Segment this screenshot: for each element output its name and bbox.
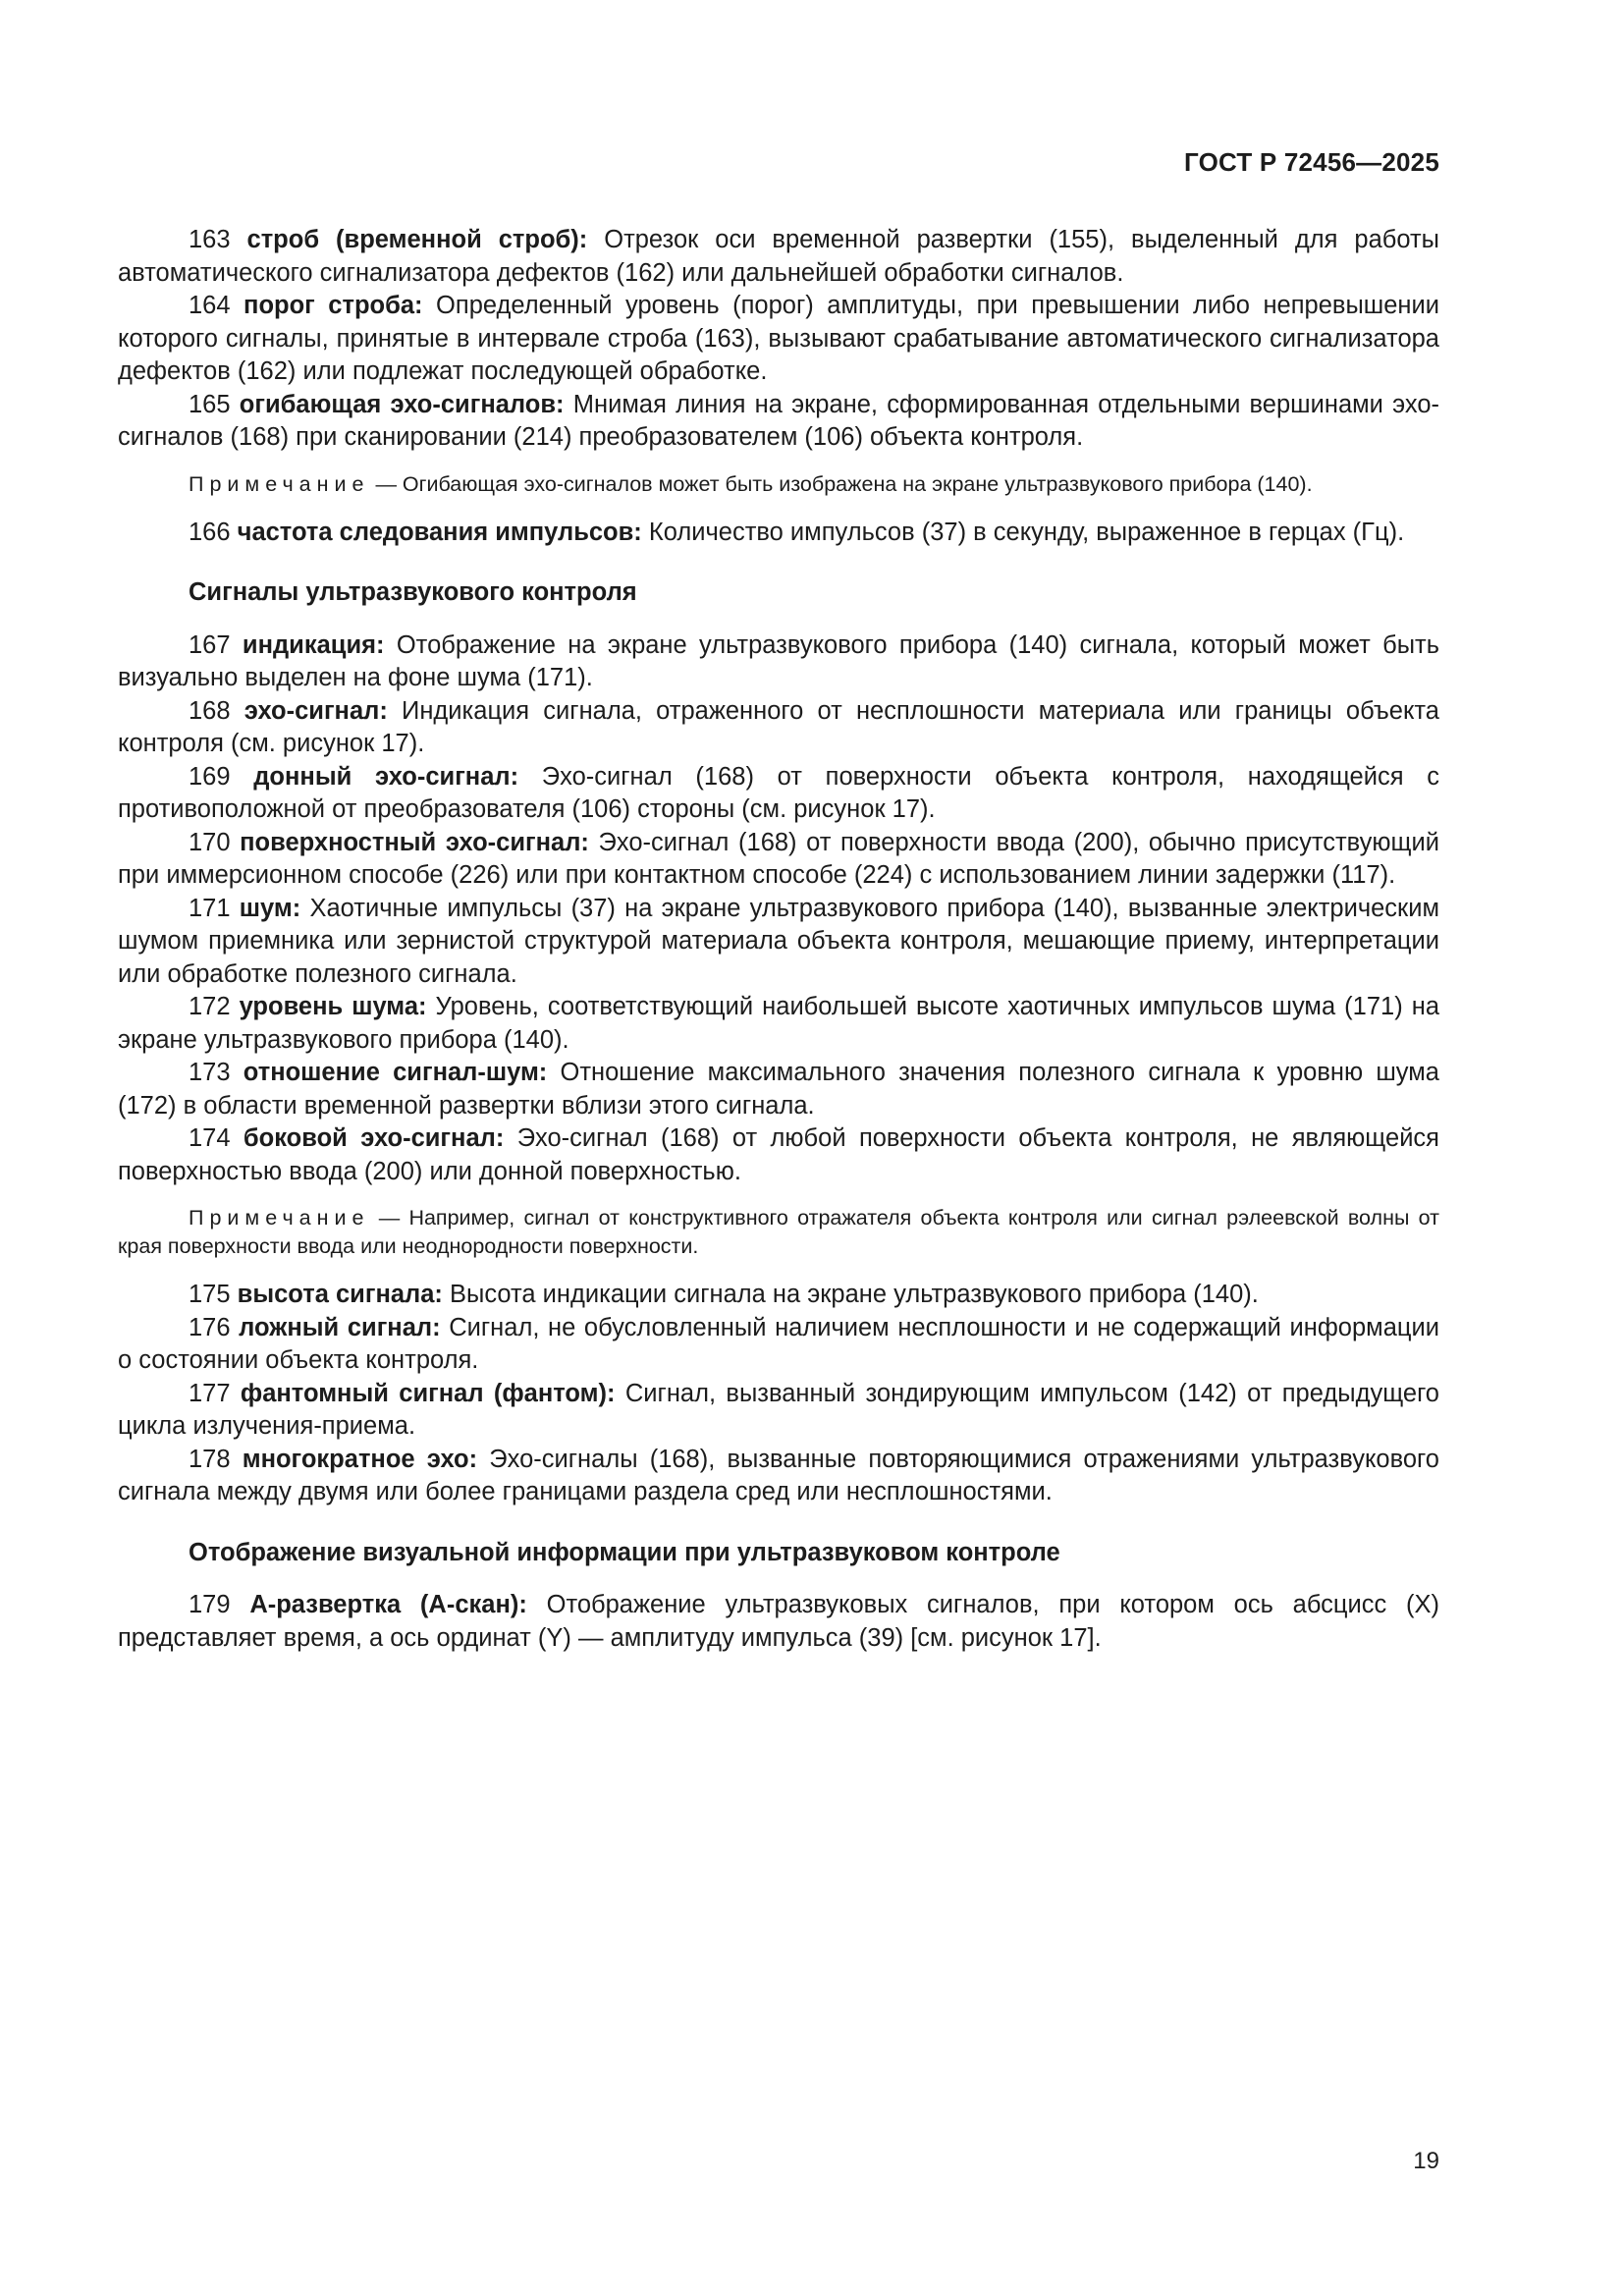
term-number: 176: [189, 1313, 231, 1341]
term-definition: Определенный уровень (порог) амплитуды, при превышении либо непревышении которого сигналы, принятые в интервале строба (163), вызывают срабатывание автоматического сигнализатора дефектов (162) или подлежат последующей обработке.: [118, 292, 1439, 385]
term-entry-167: [118, 629, 1439, 695]
term-number: 169: [189, 762, 231, 791]
term-title: частота следования импульсов:: [237, 518, 642, 546]
term-title: боковой эхо-сигнал:: [243, 1124, 505, 1152]
term-definition: Отношение максимального значения полезного сигнала к уровню шума (172) в области временной развертки вблизи этого сигнала.: [118, 1059, 1439, 1120]
term-title: высота сигнала:: [237, 1281, 443, 1308]
term-definition: Хаотичные импульсы (37) на экране ультразвукового прибора (140), вызванные электрическим шумом приемника или зернистой структурой материала объекта контроля, мешающие приему, интерпретации или обработке полезного сигнала.: [118, 894, 1439, 988]
section-heading: Сигналы ультразвукового контроля: [189, 578, 637, 606]
term-entry-168: [118, 695, 1439, 761]
term-entry-172: [118, 991, 1439, 1057]
term-title: поверхностный эхо-сигнал:: [240, 828, 589, 856]
note: [118, 1204, 1439, 1261]
term-title: донный эхо-сигнал:: [253, 762, 519, 791]
term-number: 178: [189, 1445, 231, 1473]
term-definition: Эхо-сигнал (168) от поверхности объекта контроля, находящейся с противоположной от преобразователя (106) стороны (см. рисунок 17).: [118, 762, 1439, 823]
term-entry-179: [118, 1589, 1439, 1655]
page-number: 19: [1413, 2148, 1439, 2174]
term-entry-165: [118, 389, 1439, 455]
term-definition: Сигнал, вызванный зондирующим импульсом (142) от предыдущего цикла излучения-приема.: [118, 1379, 1439, 1440]
term-number: 167: [189, 630, 231, 659]
term-entry-164: [118, 290, 1439, 389]
term-definition: Мнимая линия на экране, сформированная отдельными вершинами эхо-сигналов (168) при сканировании (214) преобразователем (106) объекта контроля.: [118, 390, 1440, 451]
term-entry-173: [118, 1057, 1439, 1122]
term-title: огибающая эхо-сигналов:: [239, 390, 565, 418]
note-label: Примечание: [189, 1206, 370, 1230]
term-entry-174: [118, 1122, 1439, 1188]
term-title: строб (временной строб):: [246, 226, 588, 253]
term-definition: Уровень, соответствующий наибольшей высоте хаотичных импульсов шума (171) на экране ультразвукового прибора (140).: [118, 993, 1439, 1054]
term-definition: Отрезок оси временной развертки (155), выделенный для работы автоматического сигнализатора дефектов (162) или дальнейшей обработки сигналов.: [118, 226, 1439, 287]
term-number: 173: [189, 1059, 231, 1086]
term-number: 165: [189, 390, 231, 418]
term-entry-163: [118, 224, 1439, 290]
term-number: 177: [189, 1379, 231, 1407]
document-body: [118, 224, 1439, 1655]
term-title: фантомный сигнал (фантом):: [240, 1379, 616, 1407]
term-title: порог строба:: [243, 292, 423, 319]
term-title: отношение сигнал-шум:: [243, 1059, 548, 1086]
section-heading: Отображение визуальной информации при ультразвуковом контроле: [189, 1538, 1060, 1566]
term-number: 170: [189, 828, 231, 856]
term-title: уровень шума:: [239, 993, 427, 1020]
note-text: — Огибающая эхо-сигналов может быть изображена на экране ультразвукового прибора (140).: [375, 471, 1313, 496]
term-title: эхо-сигнал:: [243, 696, 388, 725]
term-entry-178: [118, 1444, 1439, 1509]
term-entry-171: [118, 893, 1439, 992]
note: [118, 470, 1439, 499]
term-definition: Сигнал, не обусловленный наличием несплошности и не содержащий информации о состоянии объекта контроля.: [118, 1313, 1439, 1374]
term-entry-175: [118, 1279, 1439, 1312]
term-title: многократное эхо:: [242, 1445, 478, 1473]
note-text: — Например, сигнал от конструктивного отражателя объекта контроля или сигнал рэлеевской волны от края поверхности ввода или неоднородности поверхности.: [118, 1206, 1439, 1258]
term-title: ложный сигнал:: [239, 1313, 441, 1341]
term-definition: Отображение ультразвуковых сигналов, при котором ось абсцисс (X) представляет время, а ось ординат (Y) — амплитуду импульса (39) [см. рисунок 17].: [118, 1591, 1439, 1652]
term-entry-166: [118, 517, 1439, 550]
note-label: Примечание: [189, 471, 370, 496]
term-number: 171: [189, 894, 231, 922]
term-number: 168: [189, 696, 231, 725]
term-number: 163: [189, 226, 231, 253]
term-number: 166: [189, 518, 231, 546]
term-definition: Эхо-сигналы (168), вызванные повторяющимися отражениями ультразвукового сигнала между двумя или более границами раздела сред или несплошностями.: [118, 1445, 1439, 1505]
term-definition: Эхо-сигнал (168) от любой поверхности объекта контроля, не являющейся поверхностью ввода (200) или донной поверхностью.: [118, 1124, 1439, 1185]
term-number: 175: [189, 1281, 231, 1308]
term-number: 164: [189, 292, 231, 319]
term-entry-170: [118, 827, 1439, 893]
term-number: 179: [189, 1591, 231, 1618]
term-title: шум:: [239, 894, 301, 922]
term-definition: Количество импульсов (37) в секунду, выраженное в герцах (Гц).: [648, 518, 1405, 546]
term-title: А-развертка (А-скан):: [249, 1591, 527, 1618]
term-entry-169: [118, 761, 1439, 827]
term-definition: Высота индикации сигнала на экране ультразвукового прибора (140).: [450, 1281, 1259, 1308]
term-entry-176: [118, 1312, 1439, 1378]
standard-designation: ГОСТ Р 72456—2025: [1184, 147, 1439, 177]
term-definition: Отображение на экране ультразвукового прибора (140) сигнала, который может быть визуально выделен на фоне шума (171).: [118, 630, 1439, 691]
term-definition: Индикация сигнала, отраженного от несплошности материала или границы объекта контроля (см. рисунок 17).: [118, 696, 1439, 757]
term-title: индикация:: [242, 630, 385, 659]
term-definition: Эхо-сигнал (168) от поверхности ввода (200), обычно присутствующий при иммерсионном способе (226) или при контактном способе (224) с использованием линии задержки (117).: [118, 828, 1440, 889]
term-number: 172: [189, 993, 231, 1020]
term-number: 174: [189, 1124, 231, 1152]
term-entry-177: [118, 1378, 1439, 1444]
